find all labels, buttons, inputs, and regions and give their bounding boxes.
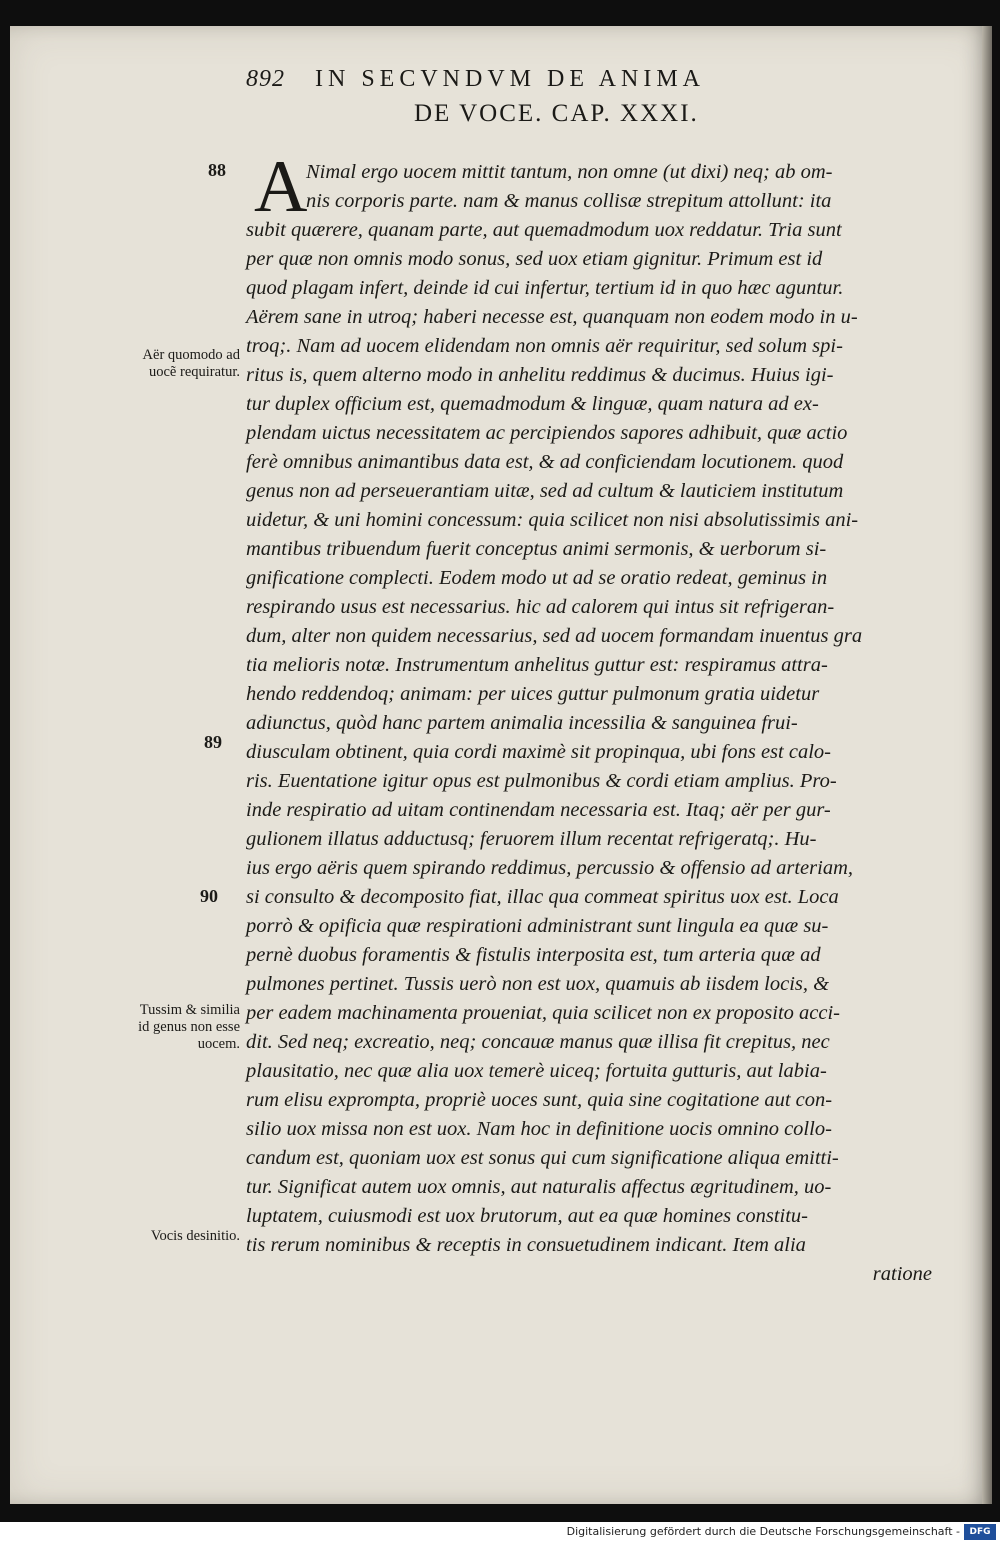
footer-bar	[0, 1522, 1000, 1544]
text-line: gnificatione complecti. Eodem modo ut ad se oratio redeat, geminus in	[246, 567, 828, 589]
margin-number: 89	[204, 732, 222, 752]
text-line: ius ergo aëris quem spirando reddimus, percussio & offensio ad arteriam,	[246, 857, 854, 879]
text-line: Nimal ergo uocem mittit tantum, non omne (ut dixi) neq; ab om-	[306, 161, 833, 183]
text-line: dit. Sed neq; excreatio, neq; concauæ manus quæ illisa fit crepitus, nec	[246, 1031, 830, 1053]
text-line: subit quærere, quanam parte, aut quemadmodum uox reddatur. Tria sunt	[246, 219, 842, 241]
text-line: diusculam obtinent, quia cordi maximè sit propinqua, ubi fons est calo-	[246, 741, 831, 763]
text-line: troq;. Nam ad uocem elidendam non omnis aër requiritur, sed solum spi-	[246, 335, 843, 357]
running-head	[246, 66, 856, 93]
text-line: porrò & opificia quæ respirationi administrant sunt lingula ea quæ su-	[246, 915, 829, 937]
text-line: adiunctus, quòd hanc partem animalia incessilia & sanguinea frui-	[246, 712, 798, 734]
text-line: ris. Euentatione igitur opus est pulmonibus & cordi etiam amplius. Pro-	[246, 770, 837, 792]
text-line: mantibus tribuendum fuerit conceptus animi sermonis, & uerborum si-	[246, 538, 827, 560]
body-text	[246, 158, 932, 1289]
text-line: respirando usus est necessarius. hic ad calorem qui intus sit refrigeran-	[246, 596, 835, 618]
text-line: genus non ad perseuerantiam uitæ, sed ad cultum & lauticiem institutum	[246, 480, 844, 502]
running-title: IN SECVNDVM DE ANIMA	[315, 66, 706, 92]
margin-note	[90, 347, 240, 381]
text-line: ferè omnibus animantibus data est, & ad conficiendam locutionem. quod	[246, 451, 844, 473]
catchword: ratione	[872, 1263, 932, 1285]
text-line: pulmones pertinet. Tussis uerò non est uox, quamuis ab iisdem locis, &	[246, 973, 830, 995]
page-number: 892	[246, 66, 285, 92]
margin-note	[90, 1002, 240, 1053]
funding-credit: Digitalisierung gefördert durch die Deutsche Forschungsgemeinschaft -	[566, 1525, 960, 1538]
text-line: tur duplex officium est, quemadmodum & linguæ, quam natura ad ex-	[246, 393, 819, 415]
margin-note-line: id genus non esse	[138, 1019, 240, 1035]
margin-number: 88	[208, 160, 226, 180]
margin-note-line: uocẽ requiratur.	[149, 364, 240, 380]
margin-note-line: Vocis desinitio.	[150, 1228, 240, 1244]
text-line: candum est, quoniam uox est sonus qui cum significatione aliqua emitti-	[246, 1147, 839, 1169]
text-line: luptatem, cuiusmodi est uox brutorum, aut ea quæ homines constitu-	[246, 1205, 808, 1227]
dfg-logo-icon: DFG	[964, 1524, 996, 1540]
text-line: tis rerum nominibus & receptis in consuetudinem indicant. Item alia	[246, 1234, 806, 1256]
text-line: gulionem illatus adductusq; feruorem illum recentat refrigeratq;. Hu-	[246, 828, 817, 850]
chapter-title: DE VOCE. CAP. XXXI.	[414, 100, 699, 127]
text-line: ritus is, quem alterno modo in anhelitu reddimus & ducimus. Huius igi-	[246, 364, 834, 386]
text-line: hendo reddendoq; animam: per uices guttur pulmonum gratia uidetur	[246, 683, 820, 705]
margin-number: 90	[200, 886, 218, 906]
text-line: silio uox missa non est uox. Nam hoc in definitione uocis omnino collo-	[246, 1118, 832, 1140]
margin-note-line: Tussim & similia	[139, 1002, 240, 1018]
margin-note-line: Aër quomodo ad	[142, 347, 240, 363]
margin-note	[90, 1228, 240, 1245]
text-line: rum elisu exprompta, propriè uoces sunt, quia sine cogitatione aut con-	[246, 1089, 833, 1111]
text-line: pernè duobus foramentis & fistulis interposita est, tum arteria quæ ad	[246, 944, 821, 966]
margin-note-line: uocem.	[197, 1036, 240, 1052]
page-edge-shadow	[982, 26, 992, 1504]
text-line: plausitatio, nec quæ alia uox temerè uiceq; fortuita gutturis, aut labia-	[246, 1060, 827, 1082]
text-line: uidetur, & uni homini concessum: quia scilicet non nisi absolutissimis ani-	[246, 509, 859, 531]
text-line: dum, alter non quidem necessarius, sed ad uocem formandam inuentus gra	[246, 625, 863, 647]
text-line: per eadem machinamenta proueniat, quia scilicet non ex proposito acci-	[246, 1002, 840, 1024]
drop-cap: A	[254, 146, 308, 228]
text-line: per quæ non omnis modo sonus, sed uox etiam gignitur. Primum est id	[246, 248, 823, 270]
text-line: tia melioris notæ. Instrumentum anhelitus guttur est: respiramus attra-	[246, 654, 828, 676]
text-line: inde respiratio ad uitam continendam necessaria est. Itaq; aër per gur-	[246, 799, 831, 821]
text-line: Aërem sane in utroq; haberi necesse est, quanquam non eodem modo in u-	[246, 306, 858, 328]
text-line: tur. Significat autem uox omnis, aut naturalis affectus ægritudinem, uo-	[246, 1176, 832, 1198]
text-line: si consulto & decomposito fiat, illac qua commeat spiritus uox est. Loca	[246, 886, 839, 908]
text-line: nis corporis parte. nam & manus collisæ strepitum attollunt: ita	[306, 190, 832, 212]
text-line: plendam uictus necessitatem ac percipiendos sapores adhibuit, quæ actio	[246, 422, 848, 444]
text-line: quod plagam infert, deinde id cui infertur, tertium id in quo hæc aguntur.	[246, 277, 844, 299]
